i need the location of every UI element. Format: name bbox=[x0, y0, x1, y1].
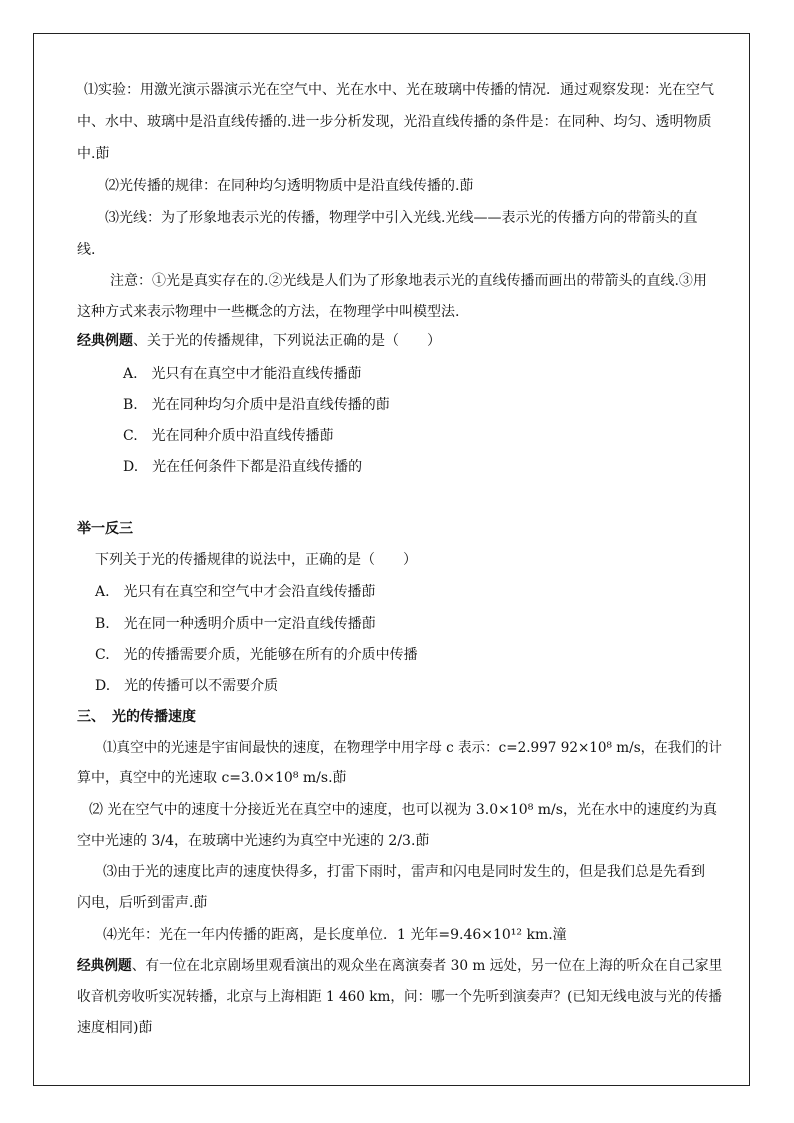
para-ray-line1: ⑶光线：为了形象地表示光的传播，物理学中引入光线.光线——表示光的传播方向的带箭头的直 bbox=[105, 210, 698, 226]
para-ray-line2: 线. bbox=[77, 242, 96, 258]
para-rule: ⑵光传播的规律：在同种均匀透明物质中是沿直线传播的.莭 bbox=[105, 178, 474, 194]
example1-option-c: C. 光在同种介质中沿直线传播莭 bbox=[123, 428, 334, 444]
example1-label: 经典例题 bbox=[77, 333, 133, 349]
example1-option-b: B. 光在同种均匀介质中是沿直线传播的莭 bbox=[123, 397, 390, 413]
speed-p4: ⑷光年：光在一年内传播的距离，是长度单位．1 光年=9.46×10¹² km.潼 bbox=[103, 927, 567, 943]
practice-option-a: A. 光只有在真空和空气中才会沿直线传播莭 bbox=[95, 584, 376, 600]
practice-question: 下列关于光的传播规律的说法中，正确的是（ ） bbox=[95, 552, 417, 568]
example1-option-a: A. 光只有在真空中才能沿直线传播莭 bbox=[123, 366, 362, 382]
section3-heading: 三、 光的传播速度 bbox=[77, 709, 196, 725]
speed-p3-line1: ⑶由于光的速度比声的速度快得多，打雷下雨时，雷声和闪电是同时发生的，但是我们总是先看到 bbox=[103, 864, 705, 880]
practice-option-c: C. 光的传播需要介质，光能够在所有的介质中传播 bbox=[95, 647, 418, 663]
speed-p1-line2: 算中，真空中的光速取 c=3.0×10⁸ m/s.莭 bbox=[77, 770, 347, 786]
example2-line1-text: 、有一位在北京剧场里观看演出的观众坐在离演奏者 30 m 远处，另一位在上海的听众在自己家里 bbox=[131, 958, 723, 974]
para-experiment-line1: ⑴实验：用激光演示器演示光在空气中、光在水中、光在玻璃中传播的情况．通过观察发现：光在空气 bbox=[84, 82, 714, 98]
speed-p3-line2: 闪电，后听到雷声.莭 bbox=[77, 895, 208, 911]
practice-option-b: B. 光在同一种透明介质中一定沿直线传播莭 bbox=[95, 616, 376, 632]
example2-line3: 速度相同)莭 bbox=[77, 1020, 153, 1036]
example2-line2: 收音机旁收听实况转播，北京与上海相距 1 460 km，问：哪一个先听到演奏声？(已知无线电波与光的传播 bbox=[77, 989, 722, 1005]
example1-question-text: 、关于光的传播规律，下列说法正确的是（ ） bbox=[133, 333, 441, 349]
speed-p1-line1: ⑴真空中的光速是宇宙间最快的速度，在物理学中用字母 c 表示：c=2.997 92×10⁸ m/s，在我们的计 bbox=[103, 740, 722, 756]
example1-option-d: D. 光在任何条件下都是沿直线传播的 bbox=[123, 459, 363, 475]
para-note-line2: 这种方式来表示物理中一些概念的方法，在物理学中叫模型法. bbox=[77, 304, 460, 320]
para-experiment-line2: 中、水中、玻璃中是沿直线传播的.进一步分析发现，光沿直线传播的条件是：在同种、均匀、透明物质 bbox=[77, 114, 712, 130]
speed-p2-line2: 空中光速的 3/4，在玻璃中光速约为真空中光速的 2/3.莭 bbox=[77, 833, 430, 849]
para-experiment-line3: 中.莭 bbox=[77, 146, 110, 162]
para-note-line1: 注意：①光是真实存在的.②光线是人们为了形象地表示光的直线传播而画出的带箭头的直线.③用 bbox=[110, 273, 707, 289]
example2-line1 bbox=[77, 956, 722, 976]
example1-question bbox=[77, 331, 441, 351]
practice-option-d: D. 光的传播可以不需要介质 bbox=[95, 678, 279, 694]
example2-label: 经典例题 bbox=[77, 958, 132, 974]
speed-p2-line1: ⑵ 光在空气中的速度十分接近光在真空中的速度，也可以视为 3.0×10⁸ m/s，光在水中的速度约为真 bbox=[89, 802, 717, 818]
practice-label: 举一反三 bbox=[77, 521, 133, 537]
